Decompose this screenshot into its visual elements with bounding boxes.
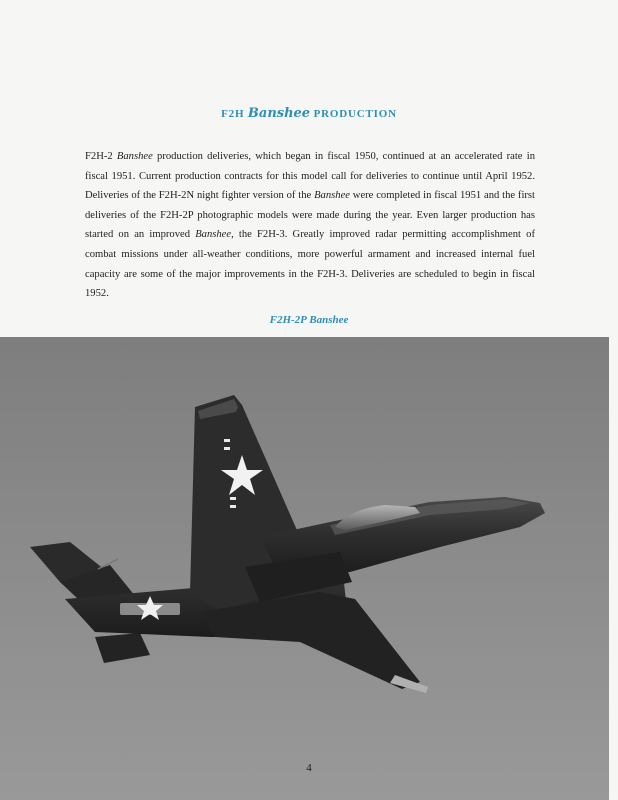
page-heading	[0, 106, 618, 121]
paragraph-segment: production deliveries, which began in fiscal 1950, continued at an accelerated rate in fiscal 1951. Current production contracts for this model call for deliveries to continue until April 1952. Deliveries of the F2H-2N night fighter version of the	[85, 151, 535, 202]
italic-term: Banshee	[314, 190, 350, 202]
page-margin-strip	[609, 337, 618, 800]
heading-suffix: PRODUCTION	[313, 108, 397, 120]
heading-prefix: F2H	[221, 108, 245, 120]
paragraph-segment: were completed in fiscal 1951 and the first deliveries of the F2H-2P photographic models were made during the year. Even larger production has started on an improved	[85, 190, 535, 241]
photo-caption: F2H-2P Banshee	[269, 314, 349, 326]
paragraph-segment: F2H-2	[85, 151, 117, 162]
aircraft-photo	[0, 337, 609, 800]
italic-term: Banshee	[116, 151, 153, 162]
heading-script-word: Banshee	[247, 106, 311, 121]
paragraph-segment: , the F2H-3. Greatly improved radar permitting accomplishment of combat missions under all-weather conditions, more powerful armament and increased internal fuel capacity are some of the major improvements in the F2H-3. Deliveries are scheduled to begin in fiscal 1952.	[85, 229, 535, 300]
italic-term: Banshee	[195, 229, 232, 241]
page-number: 4	[306, 762, 312, 774]
body-paragraph	[85, 147, 535, 304]
